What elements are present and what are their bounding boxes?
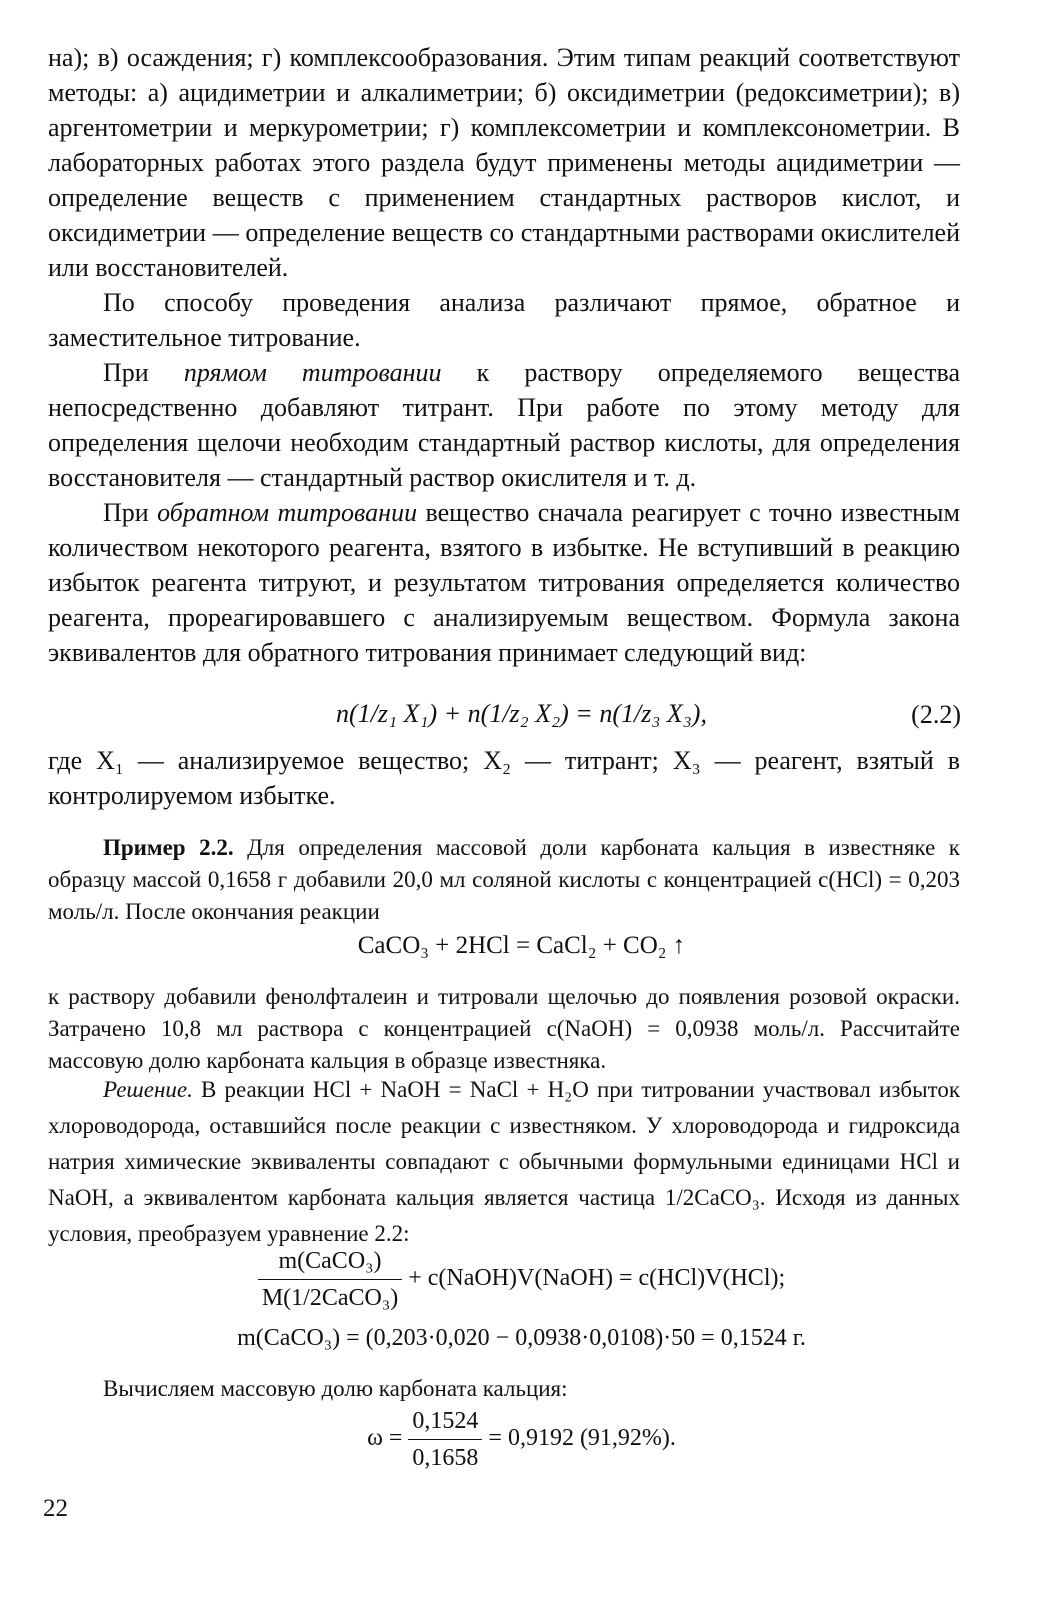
omega-equation: ω = $\frac{0,1524}{0,1658}$ = 0,9192 (91,92%). (0, 1405, 1043, 1474)
term-back-titration: обратном титровании (157, 498, 418, 527)
paragraph-titration-types: По способу проведения анализа различают прямое, обратное и заместительное титрование. (48, 288, 960, 352)
equation-number: (2.2) (911, 700, 961, 729)
paragraph-back-titration: При обратном титровании вещество сначала реагирует с точно известным количеством некоторого реагента, взятого в избытке. Не вступивший в реакцию избыток реагента титруют, и результатом титрования определяется количество реагента, прореагировавшего с анализируемым веществом. Формула закона эквивалентов для обратного титрования принимает следующий вид: (48, 498, 960, 667)
example-continuation: к раствору добавили фенолфталеин и титровали щелочью до появления розовой окраски. Затрачено 10,8 мл раствора с концентрацией c(NaOH) = 0,0938 моль/л. Рассчитайте массовую долю карбоната кальция в образце известняка. (48, 984, 960, 1073)
page-number: 22 (43, 1495, 68, 1522)
mass-fraction: $\frac{\text{m(CaCO₃)}}{\text{M(1/2CaCO₃)}}$ (258, 1245, 402, 1314)
solution-paragraph: Решение. В реакции HCl + NaOH = NaCl + H₂O при титровании участвовал избыток хлороводорода, оставшийся после реакции с известняком. У хлороводорода и гидроксида натрия химические эквиваленты совпадают с обычными формульными единицами HCl и NaOH, а эквивалентом карбоната кальция является частица 1/2CaCO₃. Исходя из данных условия, преобразуем уравнение 2.2: (48, 1077, 960, 1246)
mass-calculation: m(CaCO₃) = (0,203·0,020 − 0,0938·0,0108)·50 = 0,1524 г. (237, 1325, 806, 1351)
paragraph-where-definitions: где X₁ — анализируемое вещество; X₂ — титрант; X₃ — реагент, взятый в контролируемом избытке. (48, 746, 960, 810)
equation-2-2: n(1/z₁ X₁) + n(1/z₂ X₂) = n(1/z₃ X₃), (336, 699, 707, 728)
paragraph-titration-methods: на); в) осаждения; г) комплексообразования. Этим типам реакций соответствуют методы: а) ацидиметрии и алкалиметрии; б) оксидиметрии (редоксиметрии); в) аргентометрии и меркурометрии; г) комплексометрии и комплексонометрии. В лабораторных работах этого раздела будут применены методы ацидиметрии — определение веществ с применением стандартных растворов кислот, и оксидиметрии — определение веществ со стандартными растворами окислителей или восстановителей. (48, 43, 960, 282)
example-label: Пример 2.2. (103, 835, 234, 860)
paragraph-direct-titration: При прямом титровании к раствору определяемого вещества непосредственно добавляют титрант. При работе по этому методу для определения щелочи необходим стандартный раствор кислоты, для определения восстановителя — стандартный раствор окислителя и т. д. (48, 358, 960, 492)
omega-intro: Вычисляем массовую долю карбоната кальция: (103, 1376, 568, 1401)
term-direct-titration: прямом титровании (183, 358, 442, 387)
solution-label: Решение. (103, 1077, 193, 1102)
reaction-equation: CaCO₃ + 2HCl = CaCl₂ + CO₂ ↑ (357, 932, 686, 959)
equivalence-equation: $\frac{\text{m(CaCO₃)}}{\text{M(1/2CaCO₃)}}$ + c(NaOH)V(NaOH) = c(HCl)V(HCl); (0, 1245, 1043, 1314)
omega-fraction: $\frac{0,1524}{0,1658}$ (408, 1405, 482, 1474)
example-2-2: Пример 2.2. Для определения массовой доли карбоната кальция в известняке к образцу массой 0,1658 г добавили 20,0 мл соляной кислоты с концентрацией c(HCl) = 0,203 моль/л. После окончания реакции (48, 835, 960, 924)
